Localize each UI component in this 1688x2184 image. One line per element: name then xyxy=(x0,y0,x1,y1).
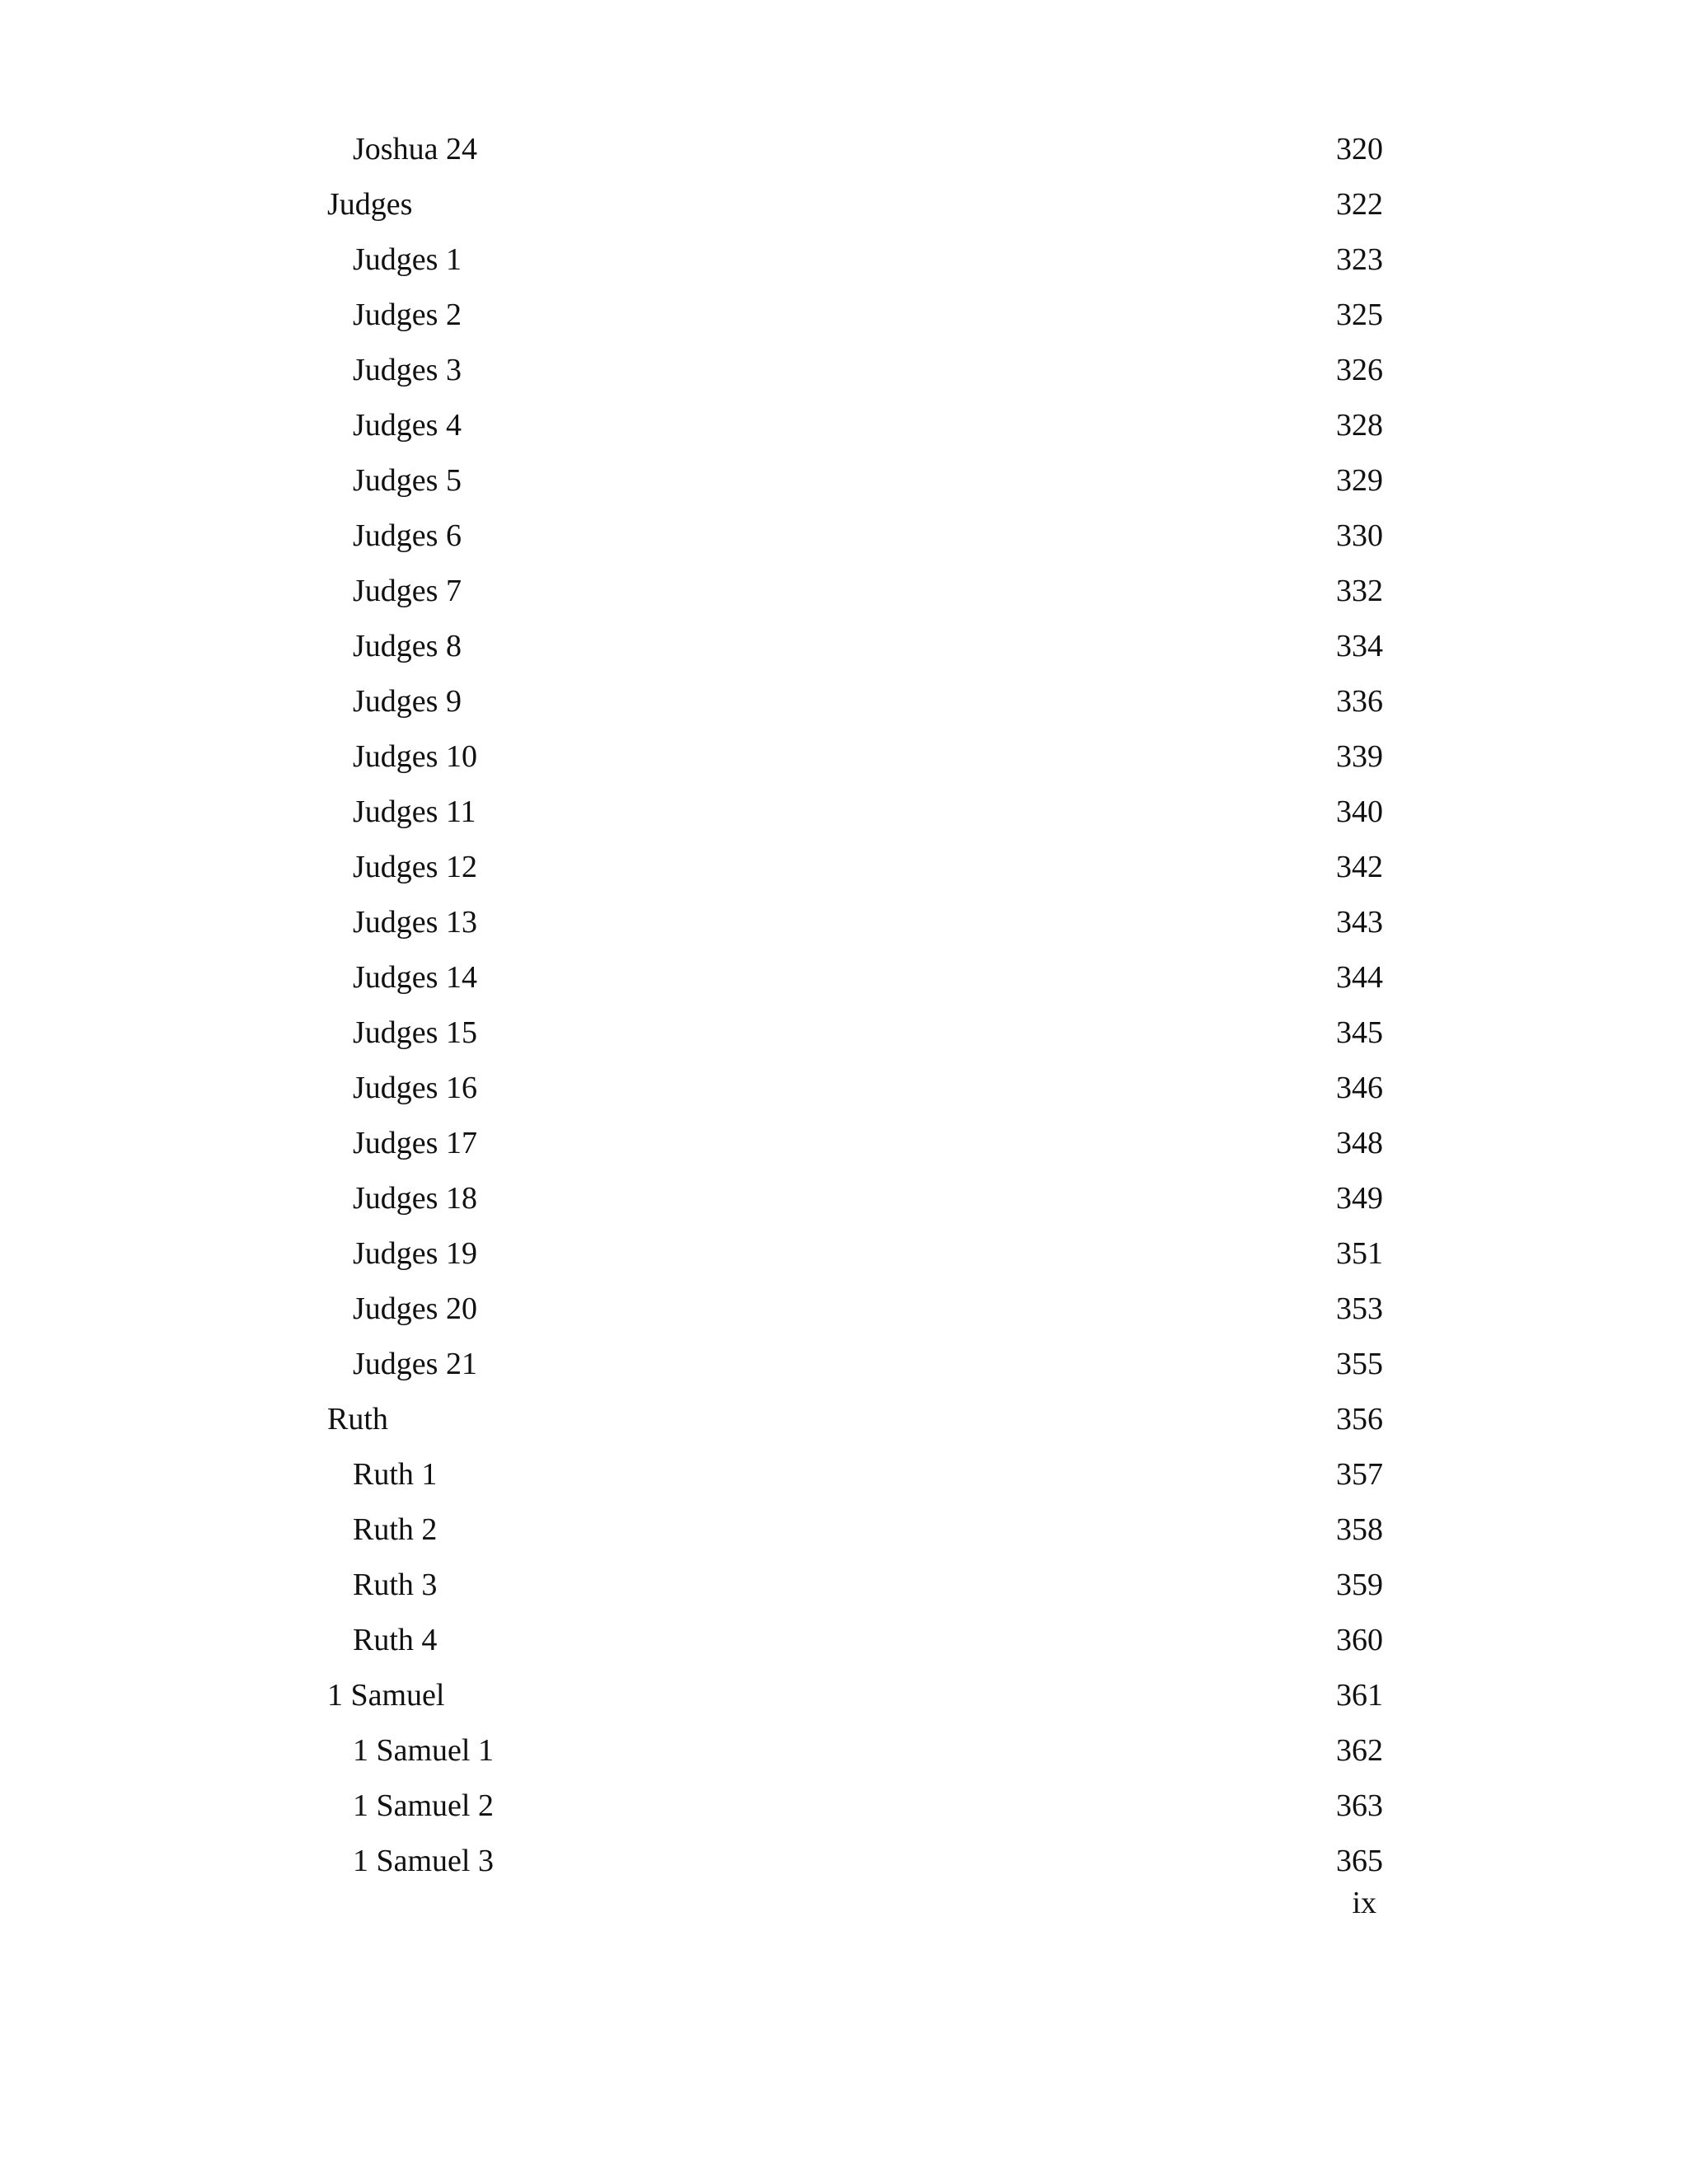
toc-entry-page: 346 xyxy=(1336,1071,1383,1105)
toc-entry-page: 361 xyxy=(1336,1678,1383,1713)
toc-entry-label: 1 Samuel 2 xyxy=(353,1788,494,1823)
toc-entry-label: Judges 18 xyxy=(353,1181,477,1216)
toc-entry-page: 360 xyxy=(1336,1623,1383,1657)
toc-entry-label: Judges 1 xyxy=(353,242,462,277)
toc-chapter-entry[interactable] xyxy=(327,453,1383,509)
toc-entry-page: 320 xyxy=(1336,132,1383,166)
toc-entry-page: 325 xyxy=(1336,298,1383,332)
toc-entry-label: Judges 13 xyxy=(353,905,477,940)
toc-entry-page: 323 xyxy=(1336,242,1383,277)
toc-entry-page: 342 xyxy=(1336,850,1383,884)
toc-entry-label: Judges 4 xyxy=(353,408,462,443)
toc-entry-label: Ruth 3 xyxy=(353,1568,438,1602)
toc-entry-label: Judges 7 xyxy=(353,574,462,608)
toc-entry-label: 1 Samuel xyxy=(327,1678,445,1713)
toc-section-entry[interactable] xyxy=(327,1392,1383,1447)
toc-entry-page: 362 xyxy=(1336,1733,1383,1768)
toc-entry-page: 356 xyxy=(1336,1402,1383,1436)
toc-entry-label: Joshua 24 xyxy=(353,132,477,166)
toc-entry-page: 336 xyxy=(1336,684,1383,719)
toc-entry-label: Judges 16 xyxy=(353,1071,477,1105)
toc-chapter-entry[interactable] xyxy=(327,1723,1383,1779)
toc-entry-label: Judges 17 xyxy=(353,1126,477,1160)
toc-chapter-entry[interactable] xyxy=(327,1005,1383,1061)
toc-entry-page: 351 xyxy=(1336,1236,1383,1271)
toc-chapter-entry[interactable] xyxy=(327,1226,1383,1282)
toc-chapter-entry[interactable] xyxy=(327,343,1383,398)
toc-section-entry[interactable] xyxy=(327,1668,1383,1723)
toc-entry-page: 339 xyxy=(1336,739,1383,774)
table-of-contents xyxy=(327,122,1383,1889)
toc-chapter-entry[interactable] xyxy=(327,619,1383,674)
toc-entry-label: Judges 8 xyxy=(353,629,462,663)
toc-entry-page: 348 xyxy=(1336,1126,1383,1160)
toc-entry-label: Judges 5 xyxy=(353,463,462,498)
toc-entry-label: Judges 21 xyxy=(353,1347,477,1381)
toc-entry-label: 1 Samuel 1 xyxy=(353,1733,494,1768)
toc-entry-label: Ruth 2 xyxy=(353,1512,438,1547)
toc-entry-page: 363 xyxy=(1336,1788,1383,1823)
toc-chapter-entry[interactable] xyxy=(327,1502,1383,1558)
toc-entry-page: 365 xyxy=(1336,1844,1383,1878)
toc-entry-label: Judges 2 xyxy=(353,298,462,332)
toc-entry-label: Ruth 4 xyxy=(353,1623,438,1657)
toc-chapter-entry[interactable] xyxy=(327,1558,1383,1613)
toc-chapter-entry[interactable] xyxy=(327,398,1383,453)
toc-chapter-entry[interactable] xyxy=(327,785,1383,840)
toc-entry-page: 334 xyxy=(1336,629,1383,663)
toc-chapter-entry[interactable] xyxy=(327,1171,1383,1226)
toc-chapter-entry[interactable] xyxy=(327,1282,1383,1337)
toc-entry-page: 332 xyxy=(1336,574,1383,608)
toc-chapter-entry[interactable] xyxy=(327,895,1383,950)
toc-entry-page: 349 xyxy=(1336,1181,1383,1216)
toc-entry-page: 345 xyxy=(1336,1015,1383,1050)
toc-entry-label: Judges 12 xyxy=(353,850,477,884)
toc-entry-page: 330 xyxy=(1336,518,1383,553)
toc-entry-page: 343 xyxy=(1336,905,1383,940)
toc-chapter-entry[interactable] xyxy=(327,729,1383,785)
toc-chapter-entry[interactable] xyxy=(327,1779,1383,1834)
toc-chapter-entry[interactable] xyxy=(327,674,1383,729)
toc-entry-page: 322 xyxy=(1336,187,1383,222)
toc-entry-label: Ruth 1 xyxy=(353,1457,438,1492)
toc-entry-page: 355 xyxy=(1336,1347,1383,1381)
toc-entry-label: Judges 3 xyxy=(353,353,462,387)
toc-entry-page: 353 xyxy=(1336,1291,1383,1326)
toc-chapter-entry[interactable] xyxy=(327,122,1383,177)
toc-entry-label: 1 Samuel 3 xyxy=(353,1844,494,1878)
toc-chapter-entry[interactable] xyxy=(327,950,1383,1005)
toc-entry-label: Judges 9 xyxy=(353,684,462,719)
toc-entry-page: 359 xyxy=(1336,1568,1383,1602)
toc-chapter-entry[interactable] xyxy=(327,1337,1383,1392)
toc-entry-label: Judges xyxy=(327,187,413,222)
toc-chapter-entry[interactable] xyxy=(327,1834,1383,1889)
toc-entry-page: 326 xyxy=(1336,353,1383,387)
toc-chapter-entry[interactable] xyxy=(327,840,1383,895)
toc-entry-label: Judges 14 xyxy=(353,960,477,995)
toc-entry-label: Judges 20 xyxy=(353,1291,477,1326)
toc-chapter-entry[interactable] xyxy=(327,509,1383,564)
toc-chapter-entry[interactable] xyxy=(327,564,1383,619)
toc-entry-label: Judges 15 xyxy=(353,1015,477,1050)
toc-entry-label: Judges 11 xyxy=(353,794,476,829)
toc-chapter-entry[interactable] xyxy=(327,232,1383,288)
page-number: ix xyxy=(1352,1886,1376,1920)
toc-chapter-entry[interactable] xyxy=(327,288,1383,343)
toc-entry-label: Ruth xyxy=(327,1402,388,1436)
toc-entry-page: 340 xyxy=(1336,794,1383,829)
toc-entry-page: 357 xyxy=(1336,1457,1383,1492)
toc-entry-page: 329 xyxy=(1336,463,1383,498)
toc-entry-page: 328 xyxy=(1336,408,1383,443)
toc-chapter-entry[interactable] xyxy=(327,1116,1383,1171)
toc-entry-label: Judges 10 xyxy=(353,739,477,774)
toc-entry-page: 344 xyxy=(1336,960,1383,995)
toc-section-entry[interactable] xyxy=(327,177,1383,232)
toc-entry-label: Judges 19 xyxy=(353,1236,477,1271)
toc-chapter-entry[interactable] xyxy=(327,1447,1383,1502)
toc-entry-page: 358 xyxy=(1336,1512,1383,1547)
toc-entry-label: Judges 6 xyxy=(353,518,462,553)
toc-chapter-entry[interactable] xyxy=(327,1613,1383,1668)
toc-chapter-entry[interactable] xyxy=(327,1061,1383,1116)
